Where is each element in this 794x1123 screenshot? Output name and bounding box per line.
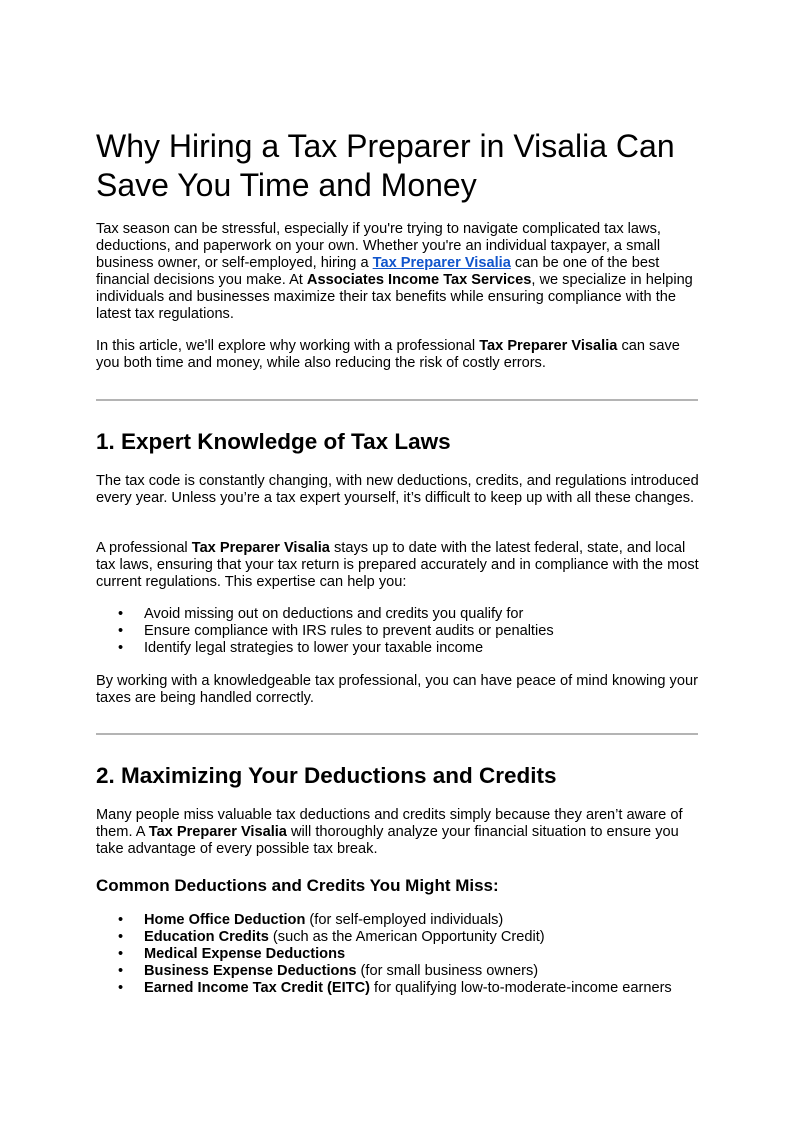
bullet-icon: • xyxy=(118,912,124,928)
list-item xyxy=(96,912,700,929)
bullet-icon: • xyxy=(118,963,124,979)
list-item xyxy=(96,963,700,980)
intro2-text-b: can save you both time and money, while also reducing the risk of costly errors. xyxy=(96,338,680,371)
list-item xyxy=(96,946,700,963)
s2p1-text-a: Many people miss valuable tax deductions and credits simply because they aren’t aware of them. A xyxy=(96,807,683,840)
list-item-text: (for small business owners) xyxy=(356,963,539,979)
s1p2-text-a: A professional xyxy=(96,540,192,556)
section1-heading: 1. Expert Knowledge of Tax Laws xyxy=(96,429,451,454)
s1p2-text-b: stays up to date with the latest federal, state, and local tax laws, ensuring that your tax return is prepared accurately and in compliance with the most current regulations. This expertise can help you: xyxy=(96,540,699,590)
list-item-bold: Education Credits xyxy=(144,929,269,945)
intro-paragraph-2 xyxy=(96,338,700,372)
list-item xyxy=(96,980,700,997)
intro-text-b: can be one of the best financial decisions you make. At xyxy=(96,255,660,288)
intro-text-a: Tax season can be stressful, especially if you're trying to navigate complicated tax laws, deductions, and paperwork on your own. Whether you're an individual taxpayer, a small business owner, or self-employed, hiring a xyxy=(96,221,661,271)
bullet-icon: • xyxy=(118,623,124,639)
intro2-bold: Tax Preparer Visalia xyxy=(479,338,618,354)
divider xyxy=(96,733,698,735)
s2p1-bold: Tax Preparer Visalia xyxy=(148,824,287,840)
list-item xyxy=(96,623,700,640)
section2-bullet-list xyxy=(96,912,700,997)
list-item xyxy=(96,929,700,946)
tax-preparer-visalia-link[interactable]: Tax Preparer Visalia xyxy=(372,255,511,271)
section2-heading: 2. Maximizing Your Deductions and Credits xyxy=(96,763,557,788)
section2-paragraph-1 xyxy=(96,807,700,858)
page-title: Why Hiring a Tax Preparer in Visalia Can Save You Time and Money xyxy=(96,128,675,203)
section1-paragraph-2 xyxy=(96,540,700,591)
list-item-text: (for self-employed individuals) xyxy=(305,912,504,928)
intro-paragraph-1 xyxy=(96,221,700,323)
divider xyxy=(96,399,698,401)
list-item-text: for qualifying low-to-moderate-income earners xyxy=(369,980,672,996)
section1-paragraph-1: The tax code is constantly changing, with new deductions, credits, and regulations introduced every year. Unless you’re a tax expert yourself, it’s difficult to keep up with all these changes. xyxy=(96,473,699,506)
bullet-icon: • xyxy=(118,640,124,656)
list-item-text: Identify legal strategies to lower your taxable income xyxy=(144,640,484,656)
list-item-text: Ensure compliance with IRS rules to prevent audits or penalties xyxy=(144,623,554,639)
list-item-bold: Earned Income Tax Credit (EITC) xyxy=(144,980,370,996)
list-item-bold: Medical Expense Deductions xyxy=(144,946,346,962)
s2p1-text-b: will thoroughly analyze your financial situation to ensure you take advantage of every possible tax break. xyxy=(96,824,679,857)
company-name: Associates Income Tax Services xyxy=(306,272,532,288)
intro-text-c: , we specialize in helping individuals and businesses maximize their tax benefits while ensuring compliance with the latest tax regulations. xyxy=(96,272,693,322)
section2-subheading: Common Deductions and Credits You Might Miss: xyxy=(96,876,499,895)
list-item-bold: Home Office Deduction xyxy=(144,912,306,928)
bullet-icon: • xyxy=(118,929,124,945)
list-item-text: (such as the American Opportunity Credit) xyxy=(268,929,545,945)
bullet-icon: • xyxy=(118,980,124,996)
list-item xyxy=(96,640,700,657)
list-item-bold: Business Expense Deductions xyxy=(144,963,357,979)
list-item xyxy=(96,606,700,623)
intro2-text-a: In this article, we'll explore why working with a professional xyxy=(96,338,480,354)
section1-bullet-list xyxy=(96,606,700,657)
section1-paragraph-3: By working with a knowledgeable tax professional, you can have peace of mind knowing your taxes are being handled correctly. xyxy=(96,673,698,706)
bullet-icon: • xyxy=(118,946,124,962)
list-item-text: Avoid missing out on deductions and credits you qualify for xyxy=(144,606,524,622)
bullet-icon: • xyxy=(118,606,124,622)
s1p2-bold: Tax Preparer Visalia xyxy=(191,540,330,556)
